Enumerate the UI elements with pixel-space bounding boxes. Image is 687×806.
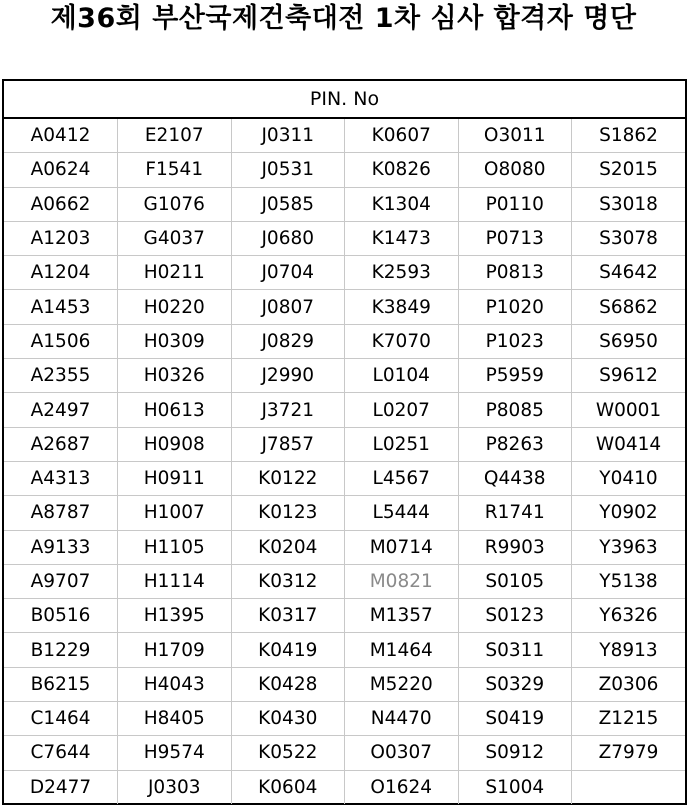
pin-cell: K0204 [231, 530, 345, 564]
pin-cell: S0311 [458, 633, 572, 667]
pin-cell: L0104 [345, 359, 459, 393]
pin-cell: G4037 [118, 221, 232, 255]
pin-cell: M0821 [345, 564, 459, 598]
pin-cell: A9133 [4, 530, 118, 564]
pin-cell: S3078 [572, 221, 686, 255]
pin-cell: H9574 [118, 736, 232, 770]
pin-cell: F1541 [118, 153, 232, 187]
table-row [4, 530, 685, 564]
table-header: PIN. No [4, 81, 685, 119]
pin-cell: S0419 [458, 702, 572, 736]
pin-cell: H0211 [118, 256, 232, 290]
pin-cell: C1464 [4, 702, 118, 736]
pin-cell: K0428 [231, 667, 345, 701]
pin-cell: H1395 [118, 599, 232, 633]
pin-table [2, 79, 687, 805]
pin-cell: H0309 [118, 324, 232, 358]
table-row [4, 256, 685, 290]
pin-cell: K0419 [231, 633, 345, 667]
pin-cell: J0829 [231, 324, 345, 358]
pin-cell: K1304 [345, 187, 459, 221]
pin-cell: S0912 [458, 736, 572, 770]
pin-cell: K0607 [345, 119, 459, 153]
pin-cell: K0122 [231, 461, 345, 495]
table-row [4, 496, 685, 530]
pin-cell: P8085 [458, 393, 572, 427]
pin-cell: P5959 [458, 359, 572, 393]
pin-cell: J0680 [231, 221, 345, 255]
pin-cell: Q4438 [458, 461, 572, 495]
pin-cell: P1023 [458, 324, 572, 358]
pin-cell: K0317 [231, 599, 345, 633]
pin-cell: J0807 [231, 290, 345, 324]
pin-cell: S9612 [572, 359, 686, 393]
pin-grid [4, 119, 685, 804]
pin-cell: A1204 [4, 256, 118, 290]
pin-cell: O1624 [345, 770, 459, 804]
pin-cell: H0220 [118, 290, 232, 324]
pin-cell: O8080 [458, 153, 572, 187]
pin-cell: Y0902 [572, 496, 686, 530]
table-row [4, 153, 685, 187]
pin-cell: K0522 [231, 736, 345, 770]
table-row [4, 393, 685, 427]
table-row [4, 736, 685, 770]
pin-cell: W0414 [572, 427, 686, 461]
pin-cell: S6862 [572, 290, 686, 324]
pin-cell: M1357 [345, 599, 459, 633]
pin-cell: P0713 [458, 221, 572, 255]
pin-cell: J0704 [231, 256, 345, 290]
pin-cell: O0307 [345, 736, 459, 770]
pin-cell: P0110 [458, 187, 572, 221]
pin-cell: R1741 [458, 496, 572, 530]
pin-cell: J3721 [231, 393, 345, 427]
table-row [4, 667, 685, 701]
table-row [4, 324, 685, 358]
pin-cell: K1473 [345, 221, 459, 255]
pin-cell: N4470 [345, 702, 459, 736]
pin-cell: S1004 [458, 770, 572, 804]
pin-cell: H0326 [118, 359, 232, 393]
pin-cell: A1203 [4, 221, 118, 255]
table-row [4, 427, 685, 461]
pin-cell: A2687 [4, 427, 118, 461]
pin-cell: K0604 [231, 770, 345, 804]
pin-cell: B6215 [4, 667, 118, 701]
pin-cell: K7070 [345, 324, 459, 358]
pin-cell: S1862 [572, 119, 686, 153]
pin-cell: Y3963 [572, 530, 686, 564]
pin-cell: K0430 [231, 702, 345, 736]
pin-cell: L0251 [345, 427, 459, 461]
pin-cell: L4567 [345, 461, 459, 495]
pin-cell: A1453 [4, 290, 118, 324]
pin-cell: S6950 [572, 324, 686, 358]
pin-cell: G1076 [118, 187, 232, 221]
pin-cell: A2497 [4, 393, 118, 427]
pin-cell: K0123 [231, 496, 345, 530]
pin-cell: H8405 [118, 702, 232, 736]
pin-cell: A0412 [4, 119, 118, 153]
pin-cell: J7857 [231, 427, 345, 461]
table-row [4, 770, 685, 804]
pin-cell: B0516 [4, 599, 118, 633]
pin-cell: P8263 [458, 427, 572, 461]
pin-cell: L5444 [345, 496, 459, 530]
pin-cell: S2015 [572, 153, 686, 187]
pin-cell: H0908 [118, 427, 232, 461]
pin-cell: H1007 [118, 496, 232, 530]
pin-cell: E2107 [118, 119, 232, 153]
table-row [4, 290, 685, 324]
pin-cell: M0714 [345, 530, 459, 564]
pin-cell: S4642 [572, 256, 686, 290]
table-row [4, 461, 685, 495]
pin-cell: J0303 [118, 770, 232, 804]
pin-cell: W0001 [572, 393, 686, 427]
table-row [4, 221, 685, 255]
pin-cell: K2593 [345, 256, 459, 290]
table-row [4, 564, 685, 598]
table-row [4, 187, 685, 221]
pin-cell: Z7979 [572, 736, 686, 770]
pin-cell: H4043 [118, 667, 232, 701]
pin-cell: A0662 [4, 187, 118, 221]
pin-cell: H0911 [118, 461, 232, 495]
page-title: 제36회 부산국제건축대전 1차 심사 합격자 명단 [50, 3, 637, 34]
pin-cell: R9903 [458, 530, 572, 564]
pin-cell: Z0306 [572, 667, 686, 701]
pin-cell: K3849 [345, 290, 459, 324]
pin-cell: P1020 [458, 290, 572, 324]
pin-cell: S0105 [458, 564, 572, 598]
pin-cell: S0329 [458, 667, 572, 701]
table-row [4, 359, 685, 393]
pin-cell: S3018 [572, 187, 686, 221]
pin-cell: J2990 [231, 359, 345, 393]
pin-cell: K0312 [231, 564, 345, 598]
pin-cell: O3011 [458, 119, 572, 153]
table-row [4, 119, 685, 153]
pin-cell: J0585 [231, 187, 345, 221]
pin-cell: A1506 [4, 324, 118, 358]
pin-cell: C7644 [4, 736, 118, 770]
pin-cell: A2355 [4, 359, 118, 393]
pin-cell: A0624 [4, 153, 118, 187]
pin-cell: Y6326 [572, 599, 686, 633]
pin-cell: B1229 [4, 633, 118, 667]
pin-cell: Y5138 [572, 564, 686, 598]
pin-cell: K0826 [345, 153, 459, 187]
table-row [4, 702, 685, 736]
table-row [4, 599, 685, 633]
pin-cell: D2477 [4, 770, 118, 804]
pin-cell: L0207 [345, 393, 459, 427]
pin-cell: J0311 [231, 119, 345, 153]
pin-cell: H1709 [118, 633, 232, 667]
pin-cell: Y0410 [572, 461, 686, 495]
pin-cell: J0531 [231, 153, 345, 187]
pin-cell: A4313 [4, 461, 118, 495]
pin-cell: S0123 [458, 599, 572, 633]
pin-cell: A8787 [4, 496, 118, 530]
pin-cell: Y8913 [572, 633, 686, 667]
pin-cell: H0613 [118, 393, 232, 427]
pin-cell: H1105 [118, 530, 232, 564]
pin-cell: M5220 [345, 667, 459, 701]
pin-cell: M1464 [345, 633, 459, 667]
pin-cell [572, 770, 686, 804]
pin-cell: H1114 [118, 564, 232, 598]
table-row [4, 633, 685, 667]
pin-cell: P0813 [458, 256, 572, 290]
pin-cell: A9707 [4, 564, 118, 598]
pin-cell: Z1215 [572, 702, 686, 736]
